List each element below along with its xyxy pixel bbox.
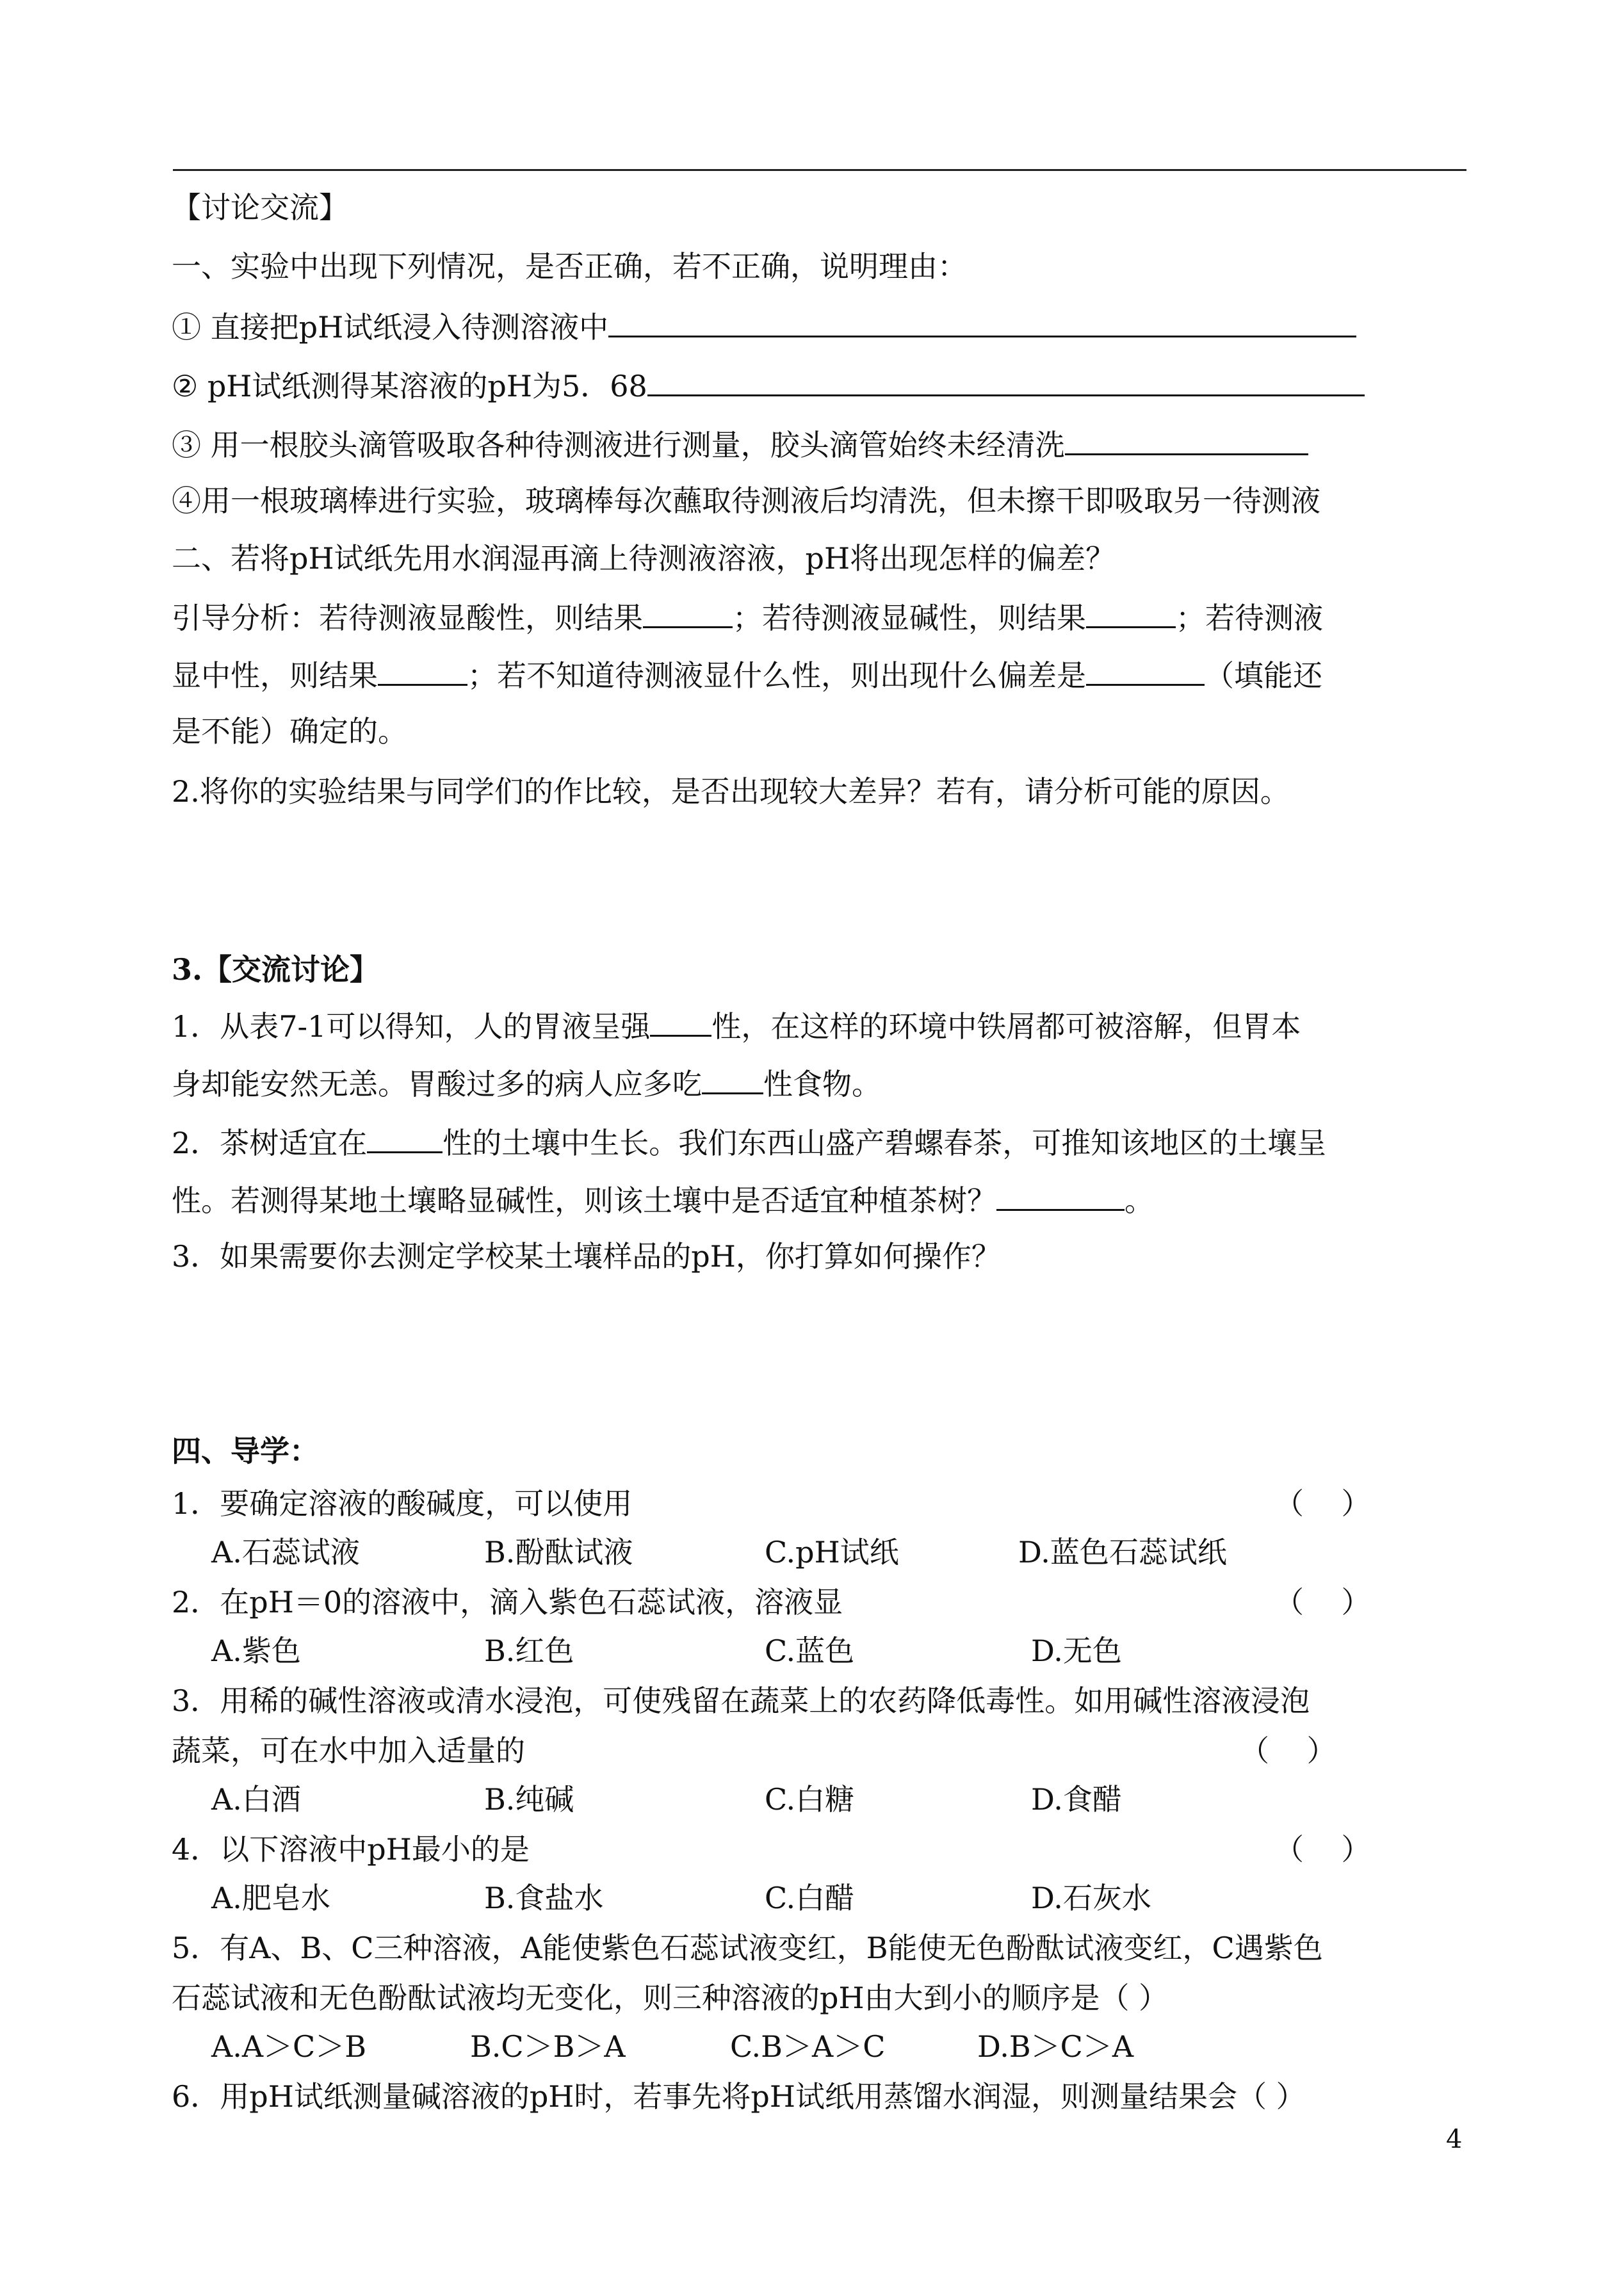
answer-blank[interactable] [1065, 424, 1308, 455]
option-a: A.紫色 [211, 1634, 301, 1668]
option-a: A.石蕊试液 [211, 1535, 360, 1569]
line-text: 性的土壤中生长。我们东西山盛产碧螺春茶，可推知该地区的土壤呈 [443, 1126, 1327, 1160]
answer-blank[interactable] [378, 654, 467, 686]
answer-blank[interactable] [608, 306, 1356, 337]
section4-question2: 2．在pH＝0的溶液中，滴入紫色石蕊试液，溶液显 [172, 1585, 843, 1619]
section3-line2 [172, 1063, 881, 1103]
section1-item-3 [172, 424, 1308, 464]
option-c: C.B＞A＞C [730, 2029, 886, 2064]
option-d: D.石灰水 [1031, 1881, 1151, 1915]
option-d: D.食醋 [1031, 1782, 1122, 1817]
answer-blank[interactable] [367, 1122, 443, 1153]
option-d: D.蓝色石蕊试纸 [1018, 1535, 1227, 1569]
section1-question2: 二、若将pH试纸先用水润湿再滴上待测液溶液，pH将出现怎样的偏差？ [172, 541, 1116, 576]
analysis-text: 引导分析：若待测液显酸性，则结果 [172, 601, 643, 635]
answer-paren[interactable]: （ ） [1274, 1486, 1371, 1521]
answer-paren[interactable]: （ ） [1274, 1832, 1371, 1867]
option-b: B.红色 [484, 1634, 574, 1668]
option-d: D.B＞C＞A [977, 2029, 1134, 2064]
option-a: A.肥皂水 [211, 1881, 330, 1915]
line-text: 2．茶树适宜在 [172, 1126, 368, 1160]
analysis-text: （填能还 [1205, 658, 1322, 693]
section1-heading: 【讨论交流】 [172, 190, 348, 225]
option-c: C.蓝色 [765, 1634, 855, 1668]
option-c: C.pH试纸 [765, 1535, 899, 1569]
analysis-text: ；若待测液 [1176, 601, 1323, 635]
section1-item-1 [172, 306, 1356, 346]
section1-analysis-line3: 是不能）确定的。 [172, 714, 407, 749]
section4-question5-line2: 石蕊试液和无色酚酞试液均无变化，则三种溶液的pH由大到小的顺序是（ ） [172, 1981, 1169, 2015]
section3-line4 [172, 1180, 1154, 1220]
section3-line3 [172, 1122, 1326, 1162]
line-text: 性，在这样的环境中铁屑都可被溶解，但胃本 [711, 1009, 1301, 1044]
line-text: 1．从表7-1可以得知，人的胃液呈强 [172, 1009, 651, 1044]
answer-blank[interactable] [1086, 654, 1205, 686]
option-d: D.无色 [1031, 1634, 1122, 1668]
page-number: 4 [1446, 2125, 1463, 2154]
answer-blank[interactable] [650, 1005, 711, 1037]
option-b: B.C＞B＞A [470, 2029, 626, 2064]
section4-question1: 1．要确定溶液的酸碱度，可以使用 [172, 1486, 633, 1521]
answer-blank[interactable] [643, 597, 733, 628]
answer-paren[interactable]: （ ） [1274, 1585, 1371, 1619]
analysis-text: ；若不知道待测液显什么性，则出现什么偏差是 [467, 658, 1086, 693]
item-text: ① 直接把pH试纸浸入待测溶液中 [172, 310, 609, 345]
line-text: 性食物。 [763, 1067, 881, 1101]
option-b: B.食盐水 [484, 1881, 604, 1915]
section1-analysis-line1 [172, 597, 1323, 637]
answer-paren[interactable]: （ ） [1240, 1733, 1336, 1768]
section1-item-2 [172, 365, 1365, 405]
option-c: C.白糖 [765, 1782, 855, 1817]
section3-line5: 3．如果需要你去测定学校某土壤样品的pH，你打算如何操作？ [172, 1239, 1001, 1274]
section1-question3: 2.将你的实验结果与同学们的作比较，是否出现较大差异？若有，请分析可能的原因。 [172, 774, 1290, 809]
option-b: B.纯碱 [484, 1782, 574, 1817]
item-text: ③ 用一根胶头滴管吸取各种待测液进行测量，胶头滴管始终未经清洗 [172, 428, 1065, 462]
line-text: 性。若测得某地土壤略显碱性，则该土壤中是否适宜种植茶树？ [172, 1183, 996, 1218]
section1-item-4: ④用一根玻璃棒进行实验，玻璃棒每次蘸取待测液后均清洗，但未擦干即吸取另一待测液 [172, 483, 1320, 518]
section1-question1-intro: 一、实验中出现下列情况，是否正确，若不正确，说明理由： [172, 249, 967, 284]
option-a: A.A＞C＞B [211, 2029, 367, 2064]
answer-blank[interactable] [647, 365, 1365, 396]
section3-line1 [172, 1005, 1301, 1046]
analysis-text: 显中性，则结果 [172, 658, 378, 693]
section4-question4: 4．以下溶液中pH最小的是 [172, 1832, 530, 1867]
section4-question5-line1: 5．有A、B、C三种溶液，A能使紫色石蕊试液变红，B能使无色酚酞试液变红，C遇紫色 [172, 1931, 1323, 1965]
section3-heading: 3.【交流讨论】 [172, 952, 380, 987]
section1-analysis-line2 [172, 654, 1322, 695]
section4-question3-line2: 蔬菜，可在水中加入适量的 [172, 1733, 525, 1768]
answer-blank[interactable] [996, 1180, 1125, 1211]
header-rule [173, 169, 1466, 171]
line-text: 身却能安然无恙。胃酸过多的病人应多吃 [172, 1067, 702, 1101]
option-a: A.白酒 [211, 1782, 301, 1817]
answer-blank[interactable] [702, 1063, 763, 1094]
section4-question3-line1: 3．用稀的碱性溶液或清水浸泡，可使残留在蔬菜上的农药降低毒性。如用碱性溶液浸泡 [172, 1683, 1310, 1718]
option-b: B.酚酞试液 [484, 1535, 633, 1569]
section4-heading: 四、导学： [172, 1434, 319, 1468]
option-c: C.白醋 [765, 1881, 855, 1915]
section4-question6: 6．用pH试纸测量碱溶液的pH时，若事先将pH试纸用蒸馏水润湿，则测量结果会（ ） [172, 2079, 1306, 2114]
answer-blank[interactable] [1086, 597, 1176, 628]
line-text: 。 [1125, 1183, 1154, 1218]
item-text: ② pH试纸测得某溶液的pH为5．68 [172, 369, 647, 403]
analysis-text: ；若待测液显碱性，则结果 [733, 601, 1086, 635]
